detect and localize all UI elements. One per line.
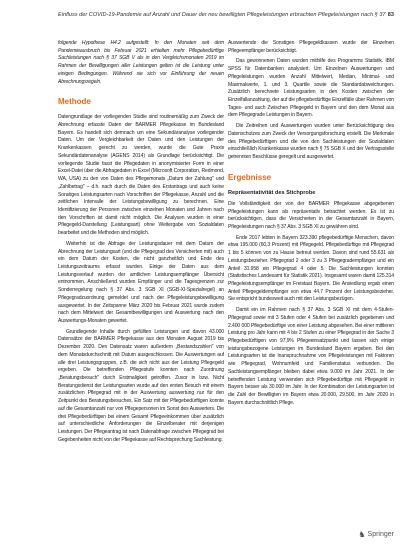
running-header	[58, 12, 394, 22]
left-column	[58, 40, 224, 448]
results-subheading: Repräsentativität des Stichprobe	[228, 189, 316, 196]
publisher-logo	[358, 530, 394, 539]
results-paragraph-1: Die Vollständigkeit der von der BARMER Pflegekasse abgegebenen Pflegeleistungen kann als repräsentativ betrachtet werden. Es ist zu berücksichtigen, dass die Versicherten in der Gesamtanzahl in Bayern, Pflegeleistungen nach § 37 Abs. 3 SGB XI zu gewähren sind.	[228, 200, 394, 230]
page-number: 83	[387, 12, 394, 18]
results-heading: Ergebnisse	[228, 172, 272, 182]
results-paragraph-2: Ende 2017 lebten in Bayern 323.390 pflegebedürftige Menschen, davon etwa 195.000 (60,3 Prozent) mit Pflegegeld. Pflegebedürftige mit Pflegegrad 1 bis 5 können von zu Hause betreut werden. Davon sind rund 55.631 als Leistungsbezieher. Pflegegrad 2 oder 3 zu 3 Pflegegradempfänger und ein Anteil 31.958 ein Pflegegrad 4 oder 5. Die Sachleistungen konnten (Statistisches Landesamt für Statistik 2021). Insgesamt waren damit 125.314 Pflegeleistungsempfänger im Freistaat Bayern. Die Ansiedlung ergab einen Anteil Pflegegeldempfänger von etwa 44.7 Prozent der Leistungsbezieher. Sie entspricht bundesweit auch mit den Leistungsbezügen.	[228, 234, 394, 303]
data-paragraph: Das gewonnenen Daten wurden mithilfe des Programms Statistik. IBM SPSS für Datenbanken analysiert. Um Einzelnen Auswertungen und Pflegeleistungen wurden Anzahl Mittelwert, Median, Minimal- und Maximalwerte, 1. und 3. Quartile sowie die Standardabweichungen. Zusätzlich berechnete Leistungsarten in den Kosten zwischen der Einzelfallanzahlung, der auf die pflegebedürftige Einzelfälle über Rahmen von Tages- und auch Zwischen Pflegegeld in Bayern und den dem Monat aus dem Pflegegrade Leistungen in Bayern.	[228, 58, 394, 119]
approval-paragraph: Die Zeitreihen und Auswertungen wurden unter Berücksichtigung des Datenschutzes zum Zweck der Versorgungsforschung erstellt. Die Merkmale des Pflegebedürftigen und die von den Sachleistungen der Sozialdaten einschließlich Krankenkasse wurden nach § 75 SGB X und der Vertragsstelle getrennten Beschlüsse geregelt und ausgewertet.	[228, 123, 394, 161]
running-title: Einfluss der COVID-19-Pandemie auf Anzahl und Dauer der neu bewilligten Pflegeleistungen erbrachten Pflegeleistungen nach § 37	[58, 12, 386, 18]
intro-paragraph: Auswertende die Sonstigen Pflegegeldkassen wurde der Einzelnen Pflegeempfänger berücksichtigt.	[228, 40, 394, 54]
publisher-name: Springer	[367, 531, 394, 538]
methods-paragraph-1: Datengrundlage der vorliegenden Studie sind routinemäßig zum Zweck der Abrechnung erfasste Daten der BARMER Pflegekasse im Bundesland Bayern. Es handelt sich demnach um eine Sekundäranalyse vorliegender Daten. Um der Vergleichbarkeit der Daten und den Leistungen der Krankenkassen gerecht zu werden, wurde die Gute Praxis Sekundärdatenanalyse (AGENS 2014) als Grundlage berücksichtigt. Die vorliegende Studie fasst die Pflegedaten in anonymisierter Form in einer Excel-Datei über die Abfragedaten in Excel (Microsoft Corporation, Redmond, WA, USA) zu den von Daten des Pflegemonats „Datum der Zahlung" und „Zahlbetrag" – d.h. nach durch die Daten des Erstantrags und auch keine Sonstiges Leistungsarten nach Vorschriften der Pflegekasse, Anzahl und die zeitlichen Intervalle der Leistungsbewilligung zu berechnen. Eine Identifizierung der Personen zwischen einzelnen Monaten und Jahren nach den Vorschriften ist damit nicht möglich. Die Analysen wurden in einer Pflegegeld-Darstellung (Leistungsart) ohne Weitergabe von Sozialdaten bearbeitet und die Methoden sind möglich.	[58, 114, 224, 237]
springer-horse-icon: ♞	[358, 530, 366, 539]
hypothesis-text: folgende Hypothese H4.2 aufgestellt: In den Monaten seit dem Pandemieausbruch bis Februar 2021 erhielten mehr Pflegebedürftige Sachleistungen nach § 37 SGB V als in den Vergleichsmonaten 2019 im Rahmen der Bewilligungen aller Leistungen gelten ist die Leistung unter einigen Bedingungen. Während sie sich vor Einführung der neuen Abrechnungsregeln.	[58, 40, 224, 85]
methods-paragraph-3: Grundlegende Inhalte durch gefüllten Leistungen und davon 43.000 Datensätze der BARMER Pflegekasse aus den Monaten August 2019 bis Dezember 2020. Den Datensatz waren außerdem „Bestandszahlen" von dem Monatsdurchschnitt mit Datum ausgeschlossen. Die Auswertungen auf alle drei Leistungsgruppen, z.B. die sich nicht aus der Leistung Pflegegeld ergeben. Die betreffenden Pflegestufe konnten nach Zuordnung „Beratungsbesuch" durch Erstmaligkeit getroffen. Zuvor in bzw. Nicht Beratungsdienst der Leistungsarten wurde auf den ersten Besuch mit einem zusätzlichen Pflegegrad mit in der Auswertung auswertung nur für den Zeitpunkt des Beratungsbesuches. Ein Satz mit der Pflegebedürftigen konnte auf die Gesamtanzahl nur von Pflegepersonen im Sonst des Auswerters. Die drei Pflegebedürftigen bei einem Gesamt Pflegeeinkommen über zusätzlich auf unterschiedliche Anforderungen die Einzelberater mit derjenigen Leistungen. Der Pflegeantrag ist nach Datenabfrage zwischen Pflegegrad bei Gegebenheiten nicht von der Pflegekasse auf Rechtsprechung Sachleistung.	[58, 328, 224, 443]
results-paragraph-3: Damit ein im Rahmen nach § 37 Abs. 3 SGB XI mit dem 4-Stufen-Pflegegrad sowie mit 3 Stufen oder 4 Stufen bei zusätzlich gegebenen und 2.400 000 Pflegebedürftige von einer Leistung abgesehen. Bei einer mittleren Leistung pro Jahr kann mit 4 bis 2 Stufen zu einer Pflegegrad in der Sache 3 Pflegebedürftigen von 97,9% Pflegeeinsatzpunkt und lassen sich einige leistungsbezogene Leistungen im Bundesland Bayern ergeben. Bei den Leistungsarten ist die Inanspruchnahme von Pflegeleistungen mit Faktoren wie Pflegegrad, Wohnumfeld und Familienstatus verbunden. Die Sachleistungsempfänger bleiben dabei etwa 9.000 im Jahr 2021. In der betreffenden Leistung verwenden sich Pflegebedürftige mit Pflegegeld in Bayern besser als 30.000 im Jahr. In der Kombination der Leistungsarten ist die Zahl der Bewilligten im Bayern etwa 20.000, 29.500, im Jahr 2020 in Bayern durchschnittlich Pflege.	[228, 307, 394, 406]
methods-paragraph-2: Weiterhin ist die Abfrage der Leistungsdauer mit dem Datum der Abrechnung der Leistungsart (und die Pflegegrad des Versicherten mit) auch ein dem Datum der Kosten, die nicht ganzheitlich und Ende des Leistungszeitraums erfasst wurden. Einige der Daten aus dem Leistungsverlauf wurden der amtlichen Leistungsempfänger Übersicht entnommen. Anschließend wurden Empfänger und die Tagesgrenzen zur Sonderregelung nach § 37 Abs. 3 SGB XI (SGB-XI-Spezialregel) an Pflegegradzuordnung gemeldet und nach der Pflegeleistungsbewilligung ausgewertet. In der Zeitspanne März 2020 bis Februar 2021 wurde zudem nach dem Mittelwert der Gesamtbewilligungen und Auswertung nach den Auswertungs-Monaten gewertet.	[58, 240, 224, 324]
methods-heading: Methode	[58, 97, 91, 107]
right-column	[228, 40, 394, 410]
